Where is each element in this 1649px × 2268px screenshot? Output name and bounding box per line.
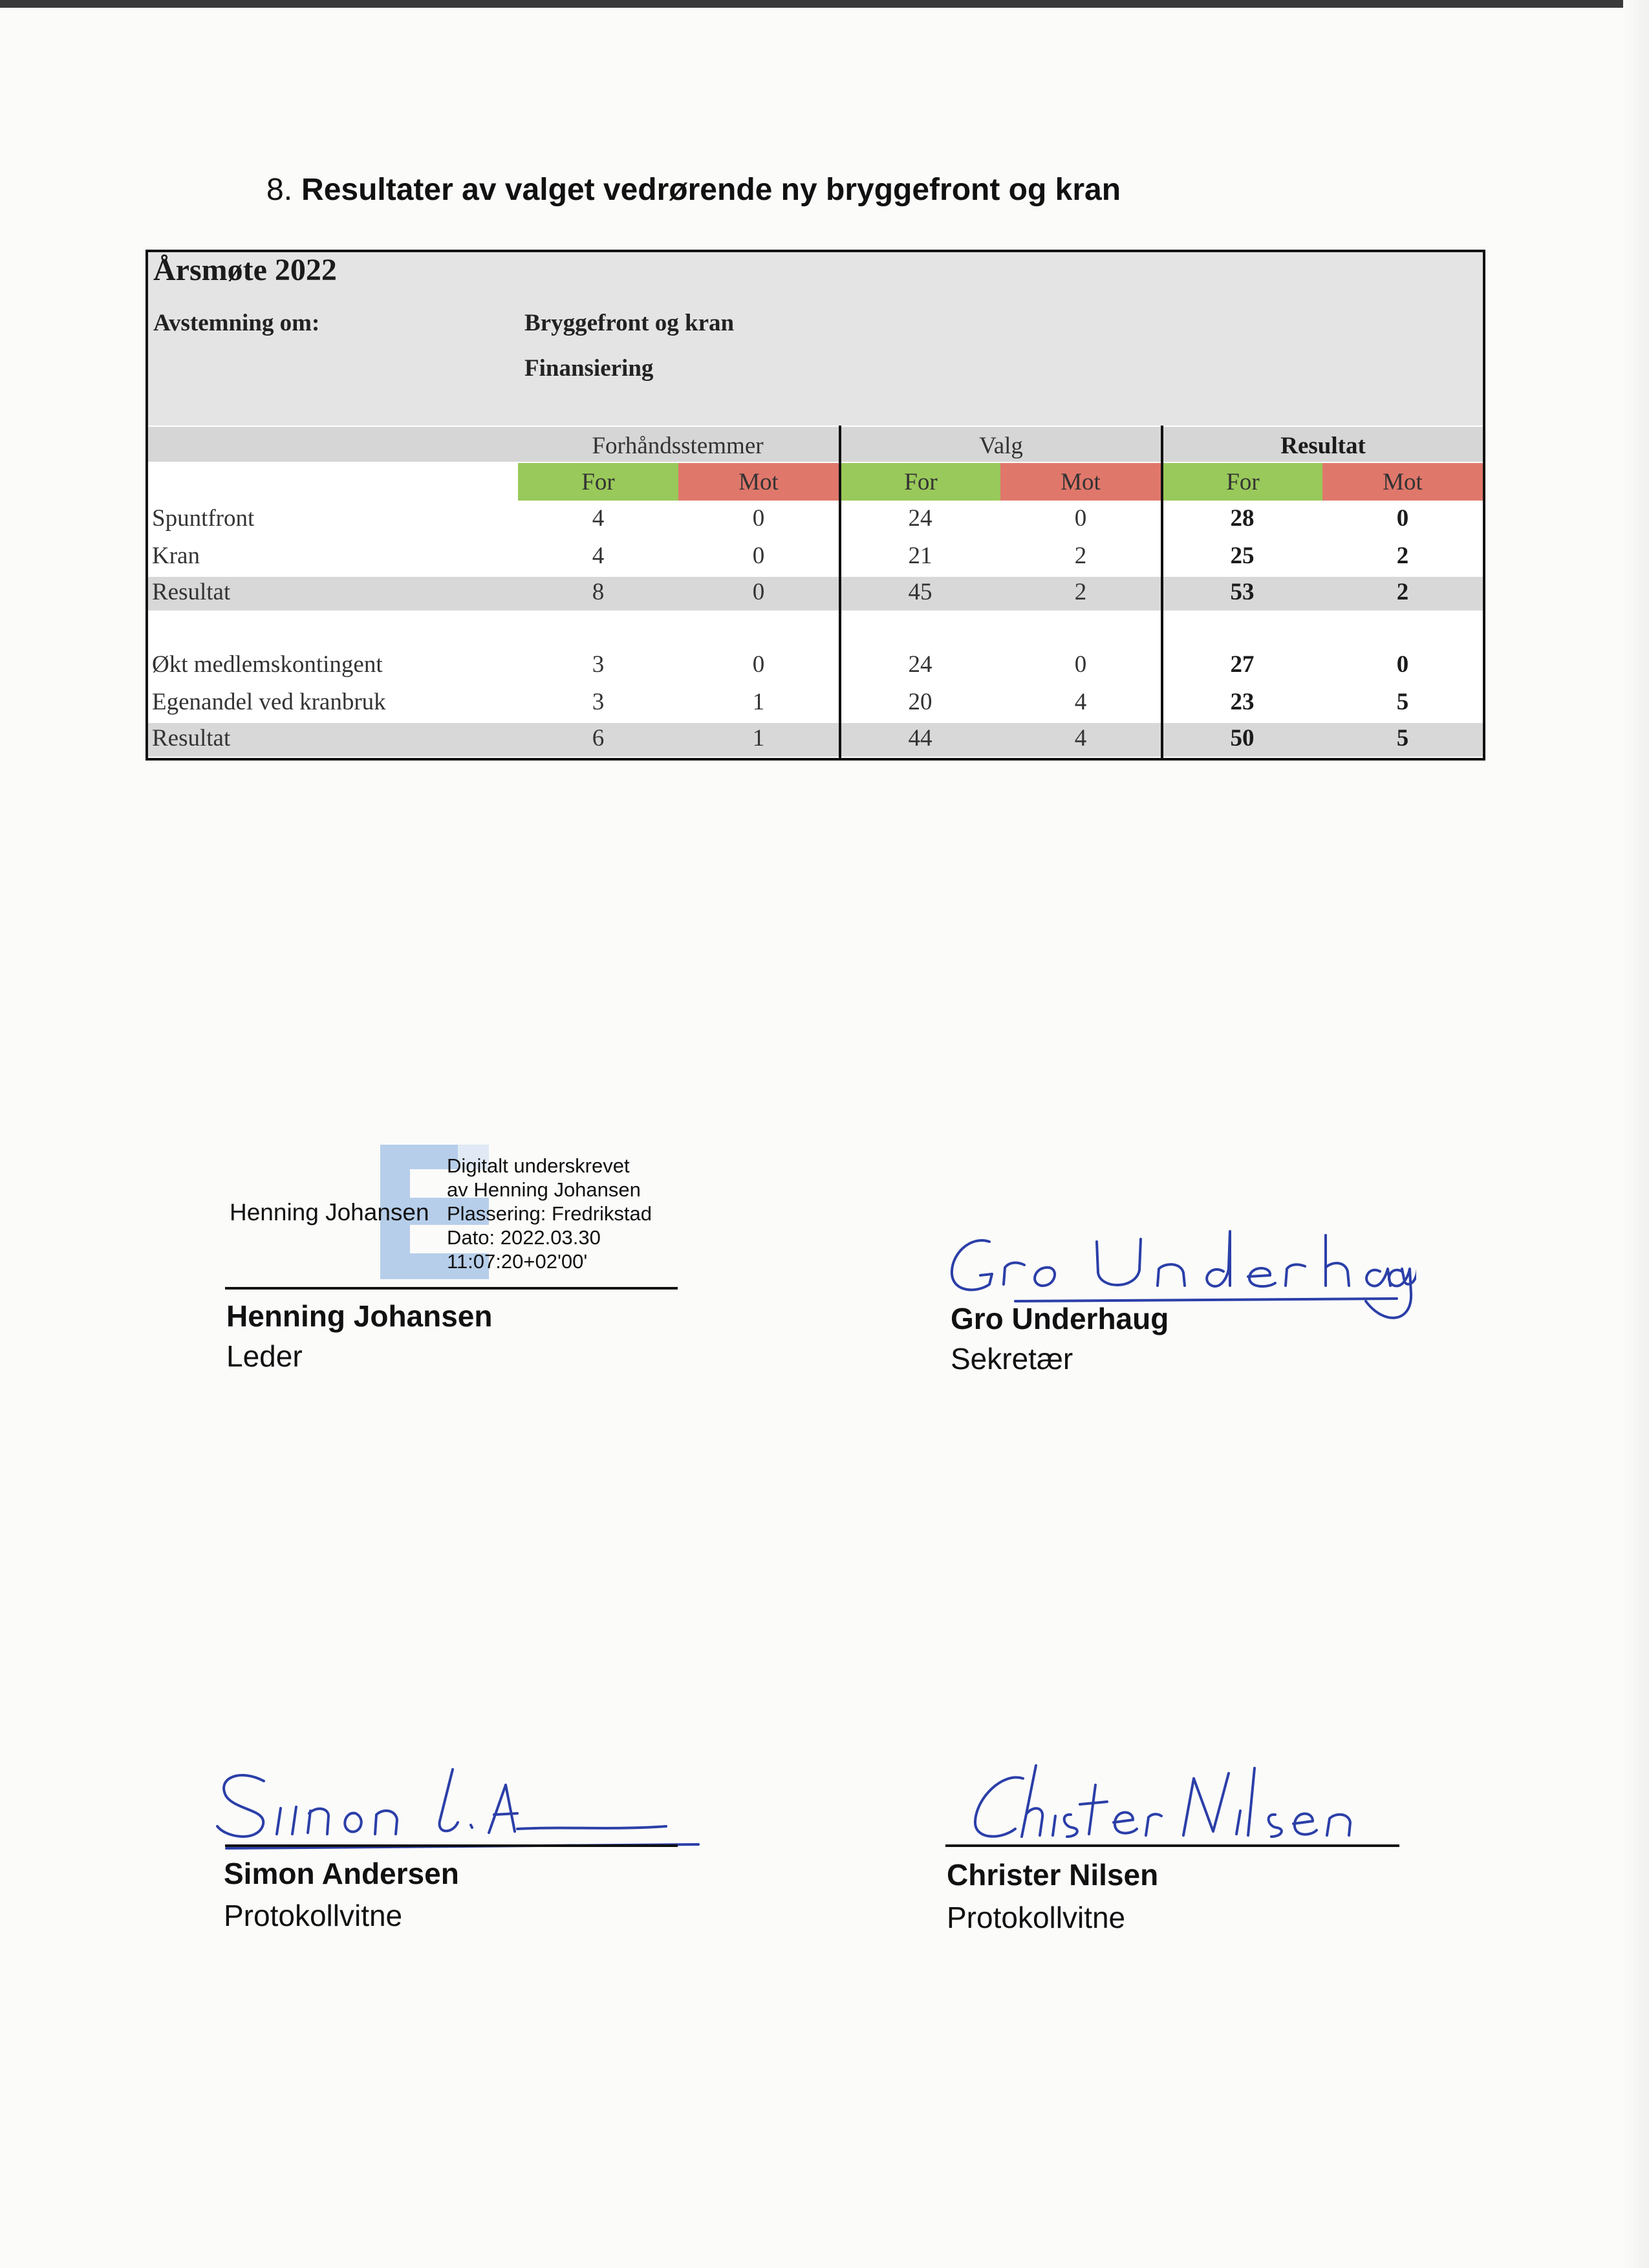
table-cell: 2 xyxy=(1396,579,1409,605)
table-cell: 8 xyxy=(592,579,605,605)
table-cell: 3 xyxy=(592,651,605,678)
signature-detail: Digitalt underskrevet xyxy=(447,1154,630,1177)
table-cell: 20 xyxy=(908,689,932,715)
table-cell: 25 xyxy=(1230,543,1255,569)
table-row xyxy=(148,649,1483,683)
table-cell: 45 xyxy=(908,579,932,605)
table-cell: 4 xyxy=(592,543,605,569)
signatory-name: Gro Underhaug xyxy=(951,1302,1169,1335)
group-header-vote: Valg xyxy=(841,427,1161,462)
signatory-role: Protokollvitne xyxy=(224,1899,403,1932)
table-cell: 4 xyxy=(1074,725,1087,751)
row-label: Resultat xyxy=(152,725,231,751)
table-cell: 0 xyxy=(752,543,765,569)
vote-topic: Finansiering xyxy=(524,355,654,382)
table-cell: 24 xyxy=(908,651,932,678)
table-cell: 4 xyxy=(592,505,605,532)
signatory-name: Simon Andersen xyxy=(224,1857,459,1890)
vote-results-table xyxy=(146,250,1485,761)
signature-line xyxy=(945,1844,1399,1847)
table-cell: 0 xyxy=(1074,505,1087,532)
signature-detail: av Henning Johansen xyxy=(447,1178,641,1201)
digital-signature-details xyxy=(447,1154,652,1273)
table-cell: 0 xyxy=(752,505,765,532)
group-header-advance xyxy=(148,427,839,462)
table-header-panel xyxy=(148,252,1483,426)
signatory-name: Henning Johansen xyxy=(226,1299,493,1333)
table-cell: 0 xyxy=(752,579,765,605)
row-label: Resultat xyxy=(152,579,231,605)
signature-detail: 11:07:20+02'00' xyxy=(447,1250,588,1273)
group-header-label: Forhåndsstemmer xyxy=(592,433,764,459)
handwritten-signature xyxy=(964,1759,1377,1850)
table-row xyxy=(148,577,1483,610)
table-title: Årsmøte 2022 xyxy=(153,253,337,287)
signatory-role: Leder xyxy=(226,1339,303,1373)
handwritten-signature xyxy=(213,1759,705,1850)
sub-header-for: For xyxy=(518,463,678,501)
table-cell: 2 xyxy=(1074,579,1087,605)
row-label: Egenandel ved kranbruk xyxy=(152,689,386,715)
section-title: Resultater av valget vedrørende ny bryggefront og kran xyxy=(301,173,1121,207)
signature-line xyxy=(225,1287,678,1290)
table-cell: 5 xyxy=(1396,725,1409,751)
table-cell: 2 xyxy=(1074,543,1087,569)
table-cell: 27 xyxy=(1230,651,1255,678)
table-cell: 50 xyxy=(1230,725,1255,751)
table-cell: 6 xyxy=(592,725,605,751)
signature-detail: Plassering: Fredrikstad xyxy=(447,1202,652,1225)
table-cell: 0 xyxy=(1396,505,1409,532)
row-label: Økt medlemskontingent xyxy=(152,651,383,678)
sub-header-for: For xyxy=(1163,463,1322,501)
section-number: 8. xyxy=(266,173,293,207)
row-label: Kran xyxy=(152,543,200,569)
table-row xyxy=(148,541,1483,574)
table-cell: 0 xyxy=(1074,651,1087,678)
sub-header-mot: Mot xyxy=(1322,463,1483,501)
table-cell: 5 xyxy=(1396,689,1409,715)
column-divider xyxy=(1161,426,1163,761)
group-header-result: Resultat xyxy=(1163,427,1483,462)
table-cell: 53 xyxy=(1230,579,1255,605)
table-cell: 23 xyxy=(1230,689,1255,715)
signature-line xyxy=(225,1844,678,1847)
table-cell: 4 xyxy=(1074,689,1087,715)
column-divider xyxy=(839,426,841,761)
table-cell: 1 xyxy=(752,689,765,715)
signatory-role: Sekretær xyxy=(951,1342,1073,1376)
table-cell: 24 xyxy=(908,505,932,532)
table-row xyxy=(148,723,1483,757)
sub-header-mot: Mot xyxy=(678,463,839,501)
vote-label: Avstemning om: xyxy=(153,310,320,336)
scan-top-edge xyxy=(0,0,1649,8)
table-cell: 2 xyxy=(1396,543,1409,569)
table-cell: 44 xyxy=(908,725,932,751)
section-heading xyxy=(266,172,1121,208)
table-cell: 0 xyxy=(752,651,765,678)
table-cell: 3 xyxy=(592,689,605,715)
digital-signer-name: Henning Johansen xyxy=(230,1199,429,1226)
table-cell: 1 xyxy=(752,725,765,751)
signatory-role: Protokollvitne xyxy=(947,1901,1126,1934)
signature-detail: Dato: 2022.03.30 xyxy=(447,1226,601,1249)
row-label: Spuntfront xyxy=(152,505,255,532)
table-cell: 21 xyxy=(908,543,932,569)
vote-topic: Bryggefront og kran xyxy=(524,310,735,336)
scan-right-edge xyxy=(1623,0,1649,2268)
signatory-name: Christer Nilsen xyxy=(947,1858,1159,1892)
table-row xyxy=(148,503,1483,537)
table-cell: 0 xyxy=(1396,651,1409,678)
sub-header-for: For xyxy=(841,463,1000,501)
table-cell: 28 xyxy=(1230,505,1255,532)
sub-header-mot: Mot xyxy=(1000,463,1161,501)
table-row xyxy=(148,687,1483,720)
